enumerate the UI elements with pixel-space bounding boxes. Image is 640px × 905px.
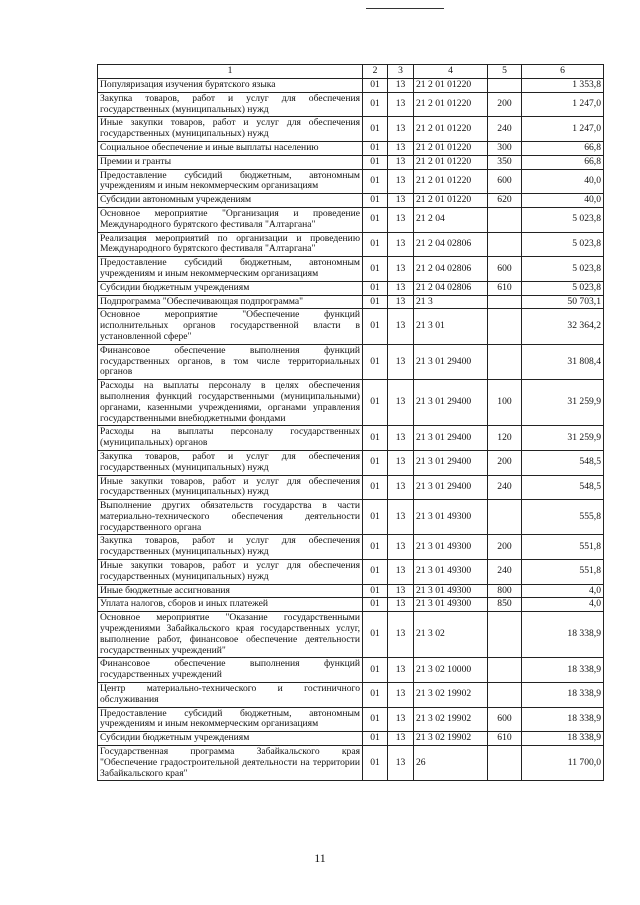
expense-type-code: [488, 309, 522, 344]
subsection-code: 13: [388, 612, 414, 658]
expense-type-code: 610: [488, 732, 522, 746]
header-col-4: 4: [414, 65, 488, 79]
section-code: 01: [363, 450, 388, 475]
amount: 18 338,9: [522, 612, 604, 658]
table-row: [98, 141, 604, 155]
section-code: 01: [363, 232, 388, 257]
row-description: Субсидии автономным учреждениям: [98, 194, 363, 208]
amount: 551,8: [522, 535, 604, 560]
row-description: Закупка товаров, работ и услуг для обеспечения государственных (муниципальных) нужд: [98, 92, 363, 117]
table-row: [98, 560, 604, 585]
subsection-code: 13: [388, 169, 414, 194]
subsection-code: 13: [388, 746, 414, 781]
row-description: Расходы на выплаты персоналу в целях обеспечения выполнения функций государственными (муниципальными) органами, казенными учреждениями, органами управления государственными внебюджетными фондами: [98, 380, 363, 426]
target-article-code: 21 2 01 01220: [414, 79, 488, 93]
subsection-code: 13: [388, 207, 414, 232]
expense-type-code: [488, 612, 522, 658]
amount: 548,5: [522, 475, 604, 500]
section-code: 01: [363, 207, 388, 232]
section-code: 01: [363, 295, 388, 309]
section-code: 01: [363, 500, 388, 535]
section-code: 01: [363, 309, 388, 344]
amount: 555,8: [522, 500, 604, 535]
target-article-code: 21 3 01: [414, 309, 488, 344]
target-article-code: 21 2 01 01220: [414, 117, 488, 142]
expense-type-code: 600: [488, 707, 522, 732]
expense-type-code: [488, 232, 522, 257]
section-code: 01: [363, 475, 388, 500]
target-article-code: 21 3 01 29400: [414, 344, 488, 379]
section-code: 01: [363, 281, 388, 295]
row-description: Премии и гранты: [98, 155, 363, 169]
subsection-code: 13: [388, 194, 414, 208]
subsection-code: 13: [388, 707, 414, 732]
section-code: 01: [363, 658, 388, 683]
subsection-code: 13: [388, 380, 414, 426]
row-description: Иные закупки товаров, работ и услуг для обеспечения государственных (муниципальных) нужд: [98, 475, 363, 500]
expense-type-code: 240: [488, 560, 522, 585]
row-description: Предоставление субсидий бюджетным, автономным учреждениям и иным некоммерческим организациям: [98, 707, 363, 732]
target-article-code: 21 2 04 02806: [414, 232, 488, 257]
subsection-code: 13: [388, 658, 414, 683]
expense-type-code: 200: [488, 450, 522, 475]
subsection-code: 13: [388, 732, 414, 746]
subsection-code: 13: [388, 309, 414, 344]
table-row: [98, 117, 604, 142]
expense-type-code: 240: [488, 117, 522, 142]
section-code: 01: [363, 92, 388, 117]
expense-type-code: 800: [488, 584, 522, 598]
amount: 31 259,9: [522, 380, 604, 426]
amount: 18 338,9: [522, 658, 604, 683]
target-article-code: 21 3 02 19902: [414, 707, 488, 732]
expense-type-code: 600: [488, 257, 522, 282]
table-row: [98, 281, 604, 295]
row-description: Основное мероприятие "Организация и проведение Международного бурятского фестиваля "Алтаргана": [98, 207, 363, 232]
target-article-code: 21 2 01 01220: [414, 169, 488, 194]
amount: 11 700,0: [522, 746, 604, 781]
subsection-code: 13: [388, 281, 414, 295]
amount: 32 364,2: [522, 309, 604, 344]
section-code: 01: [363, 584, 388, 598]
row-description: Субсидии бюджетным учреждениям: [98, 732, 363, 746]
section-code: 01: [363, 746, 388, 781]
row-description: Основное мероприятие "Обеспечение функций исполнительных органов государственной власти в установленной сфере": [98, 309, 363, 344]
table-row: [98, 707, 604, 732]
row-description: Основное мероприятие "Оказание государственными учреждениями Забайкальского края государственных услуг, выполнение работ, финансовое обеспечение деятельности государственных учреждений": [98, 612, 363, 658]
expense-type-code: [488, 658, 522, 683]
header-col-6: 6: [522, 65, 604, 79]
budget-table: [97, 64, 604, 781]
page-number: 11: [314, 851, 326, 865]
subsection-code: 13: [388, 155, 414, 169]
table-row: [98, 535, 604, 560]
section-code: 01: [363, 560, 388, 585]
table-row: [98, 598, 604, 612]
row-description: Реализация мероприятий по организации и проведению Международного бурятского фестиваля "Алтаргана": [98, 232, 363, 257]
target-article-code: 26: [414, 746, 488, 781]
table-row: [98, 79, 604, 93]
amount: 18 338,9: [522, 683, 604, 708]
subsection-code: 13: [388, 598, 414, 612]
amount: 548,5: [522, 450, 604, 475]
expense-type-code: 240: [488, 475, 522, 500]
amount: 1 247,0: [522, 117, 604, 142]
row-description: Расходы на выплаты персоналу государственных (муниципальных) органов: [98, 426, 363, 451]
section-code: 01: [363, 426, 388, 451]
section-code: 01: [363, 535, 388, 560]
table-row: [98, 257, 604, 282]
subsection-code: 13: [388, 535, 414, 560]
amount: 5 023,8: [522, 232, 604, 257]
table-row: [98, 155, 604, 169]
expense-type-code: 850: [488, 598, 522, 612]
section-code: 01: [363, 598, 388, 612]
amount: 66,8: [522, 155, 604, 169]
amount: 50 703,1: [522, 295, 604, 309]
row-description: Закупка товаров, работ и услуг для обеспечения государственных (муниципальных) нужд: [98, 450, 363, 475]
expense-type-code: 610: [488, 281, 522, 295]
row-description: Предоставление субсидий бюджетным, автономным учреждениям и иным некоммерческим организациям: [98, 257, 363, 282]
target-article-code: 21 3 02 19902: [414, 732, 488, 746]
section-code: 01: [363, 155, 388, 169]
expense-type-code: [488, 500, 522, 535]
subsection-code: 13: [388, 295, 414, 309]
expense-type-code: 120: [488, 426, 522, 451]
amount: 551,8: [522, 560, 604, 585]
expense-type-code: [488, 79, 522, 93]
target-article-code: 21 3 01 49300: [414, 500, 488, 535]
row-description: Закупка товаров, работ и услуг для обеспечения государственных (муниципальных) нужд: [98, 535, 363, 560]
row-description: Финансовое обеспечение выполнения функций государственных органов, в том числе территориальных органов: [98, 344, 363, 379]
section-code: 01: [363, 707, 388, 732]
subsection-code: 13: [388, 584, 414, 598]
target-article-code: 21 3 01 29400: [414, 475, 488, 500]
table-row: [98, 169, 604, 194]
target-article-code: 21 2 01 01220: [414, 141, 488, 155]
expense-type-code: [488, 746, 522, 781]
table-row: [98, 475, 604, 500]
target-article-code: 21 3 02: [414, 612, 488, 658]
table-row: [98, 732, 604, 746]
expense-type-code: 600: [488, 169, 522, 194]
subsection-code: 13: [388, 344, 414, 379]
amount: 40,0: [522, 169, 604, 194]
row-description: Иные бюджетные ассигнования: [98, 584, 363, 598]
table-row: [98, 746, 604, 781]
expense-type-code: [488, 683, 522, 708]
table-row: [98, 207, 604, 232]
row-description: Подпрограмма "Обеспечивающая подпрограмма": [98, 295, 363, 309]
target-article-code: 21 3 01 29400: [414, 426, 488, 451]
section-code: 01: [363, 194, 388, 208]
target-article-code: 21 2 04 02806: [414, 257, 488, 282]
table-row: [98, 309, 604, 344]
header-row: [98, 65, 604, 79]
row-description: Центр материально-технического и гостиничного обслуживания: [98, 683, 363, 708]
section-code: 01: [363, 612, 388, 658]
table-row: [98, 450, 604, 475]
amount: 18 338,9: [522, 707, 604, 732]
row-description: Финансовое обеспечение выполнения функций государственных учреждений: [98, 658, 363, 683]
subsection-code: 13: [388, 232, 414, 257]
table-row: [98, 426, 604, 451]
amount: 40,0: [522, 194, 604, 208]
table-row: [98, 380, 604, 426]
section-code: 01: [363, 117, 388, 142]
target-article-code: 21 3: [414, 295, 488, 309]
header-col-1: 1: [98, 65, 363, 79]
target-article-code: 21 3 01 49300: [414, 560, 488, 585]
table-row: [98, 584, 604, 598]
expense-type-code: 300: [488, 141, 522, 155]
amount: 5 023,8: [522, 207, 604, 232]
subsection-code: 13: [388, 426, 414, 451]
subsection-code: 13: [388, 475, 414, 500]
table-row: [98, 295, 604, 309]
expense-type-code: [488, 344, 522, 379]
expense-type-code: 620: [488, 194, 522, 208]
table-row: [98, 500, 604, 535]
subsection-code: 13: [388, 92, 414, 117]
row-description: Социальное обеспечение и иные выплаты населению: [98, 141, 363, 155]
target-article-code: 21 3 01 29400: [414, 450, 488, 475]
target-article-code: 21 3 01 49300: [414, 535, 488, 560]
amount: 66,8: [522, 141, 604, 155]
target-article-code: 21 2 01 01220: [414, 194, 488, 208]
amount: 31 259,9: [522, 426, 604, 451]
target-article-code: 21 3 01 49300: [414, 598, 488, 612]
table-row: [98, 344, 604, 379]
amount: 4,0: [522, 598, 604, 612]
target-article-code: 21 2 01 01220: [414, 92, 488, 117]
table-row: [98, 658, 604, 683]
subsection-code: 13: [388, 79, 414, 93]
row-description: Выполнение других обязательств государства в части материально-технического обеспечения деятельности государственного органа: [98, 500, 363, 535]
subsection-code: 13: [388, 500, 414, 535]
section-code: 01: [363, 79, 388, 93]
expense-type-code: 350: [488, 155, 522, 169]
section-code: 01: [363, 380, 388, 426]
section-code: 01: [363, 732, 388, 746]
row-description: Субсидии бюджетным учреждениям: [98, 281, 363, 295]
table-row: [98, 232, 604, 257]
row-description: Уплата налогов, сборов и иных платежей: [98, 598, 363, 612]
section-code: 01: [363, 683, 388, 708]
subsection-code: 13: [388, 117, 414, 142]
amount: 5 023,8: [522, 257, 604, 282]
expense-type-code: [488, 207, 522, 232]
row-description: Иные закупки товаров, работ и услуг для обеспечения государственных (муниципальных) нужд: [98, 117, 363, 142]
target-article-code: 21 2 04 02806: [414, 281, 488, 295]
subsection-code: 13: [388, 450, 414, 475]
target-article-code: 21 3 02 19902: [414, 683, 488, 708]
header-col-2: 2: [363, 65, 388, 79]
section-code: 01: [363, 169, 388, 194]
row-description: Популяризация изучения бурятского языка: [98, 79, 363, 93]
subsection-code: 13: [388, 257, 414, 282]
subsection-code: 13: [388, 141, 414, 155]
subsection-code: 13: [388, 683, 414, 708]
header-col-5: 5: [488, 65, 522, 79]
amount: 5 023,8: [522, 281, 604, 295]
amount: 4,0: [522, 584, 604, 598]
row-description: Иные закупки товаров, работ и услуг для обеспечения государственных (муниципальных) нужд: [98, 560, 363, 585]
row-description: Государственная программа Забайкальского края "Обеспечение градостроительной деятельности на территории Забайкальского края": [98, 746, 363, 781]
target-article-code: 21 2 01 01220: [414, 155, 488, 169]
table-row: [98, 612, 604, 658]
amount: 18 338,9: [522, 732, 604, 746]
target-article-code: 21 3 02 10000: [414, 658, 488, 683]
amount: 1 247,0: [522, 92, 604, 117]
target-article-code: 21 3 01 49300: [414, 584, 488, 598]
target-article-code: 21 2 04: [414, 207, 488, 232]
target-article-code: 21 3 01 29400: [414, 380, 488, 426]
table-row: [98, 194, 604, 208]
top-rule: [366, 8, 444, 9]
header-col-3: 3: [388, 65, 414, 79]
section-code: 01: [363, 344, 388, 379]
amount: 1 353,8: [522, 79, 604, 93]
section-code: 01: [363, 257, 388, 282]
section-code: 01: [363, 141, 388, 155]
row-description: Предоставление субсидий бюджетным, автономным учреждениям и иным некоммерческим организациям: [98, 169, 363, 194]
expense-type-code: 200: [488, 92, 522, 117]
table-row: [98, 92, 604, 117]
expense-type-code: 200: [488, 535, 522, 560]
expense-type-code: 100: [488, 380, 522, 426]
expense-type-code: [488, 295, 522, 309]
subsection-code: 13: [388, 560, 414, 585]
table-row: [98, 683, 604, 708]
amount: 31 808,4: [522, 344, 604, 379]
